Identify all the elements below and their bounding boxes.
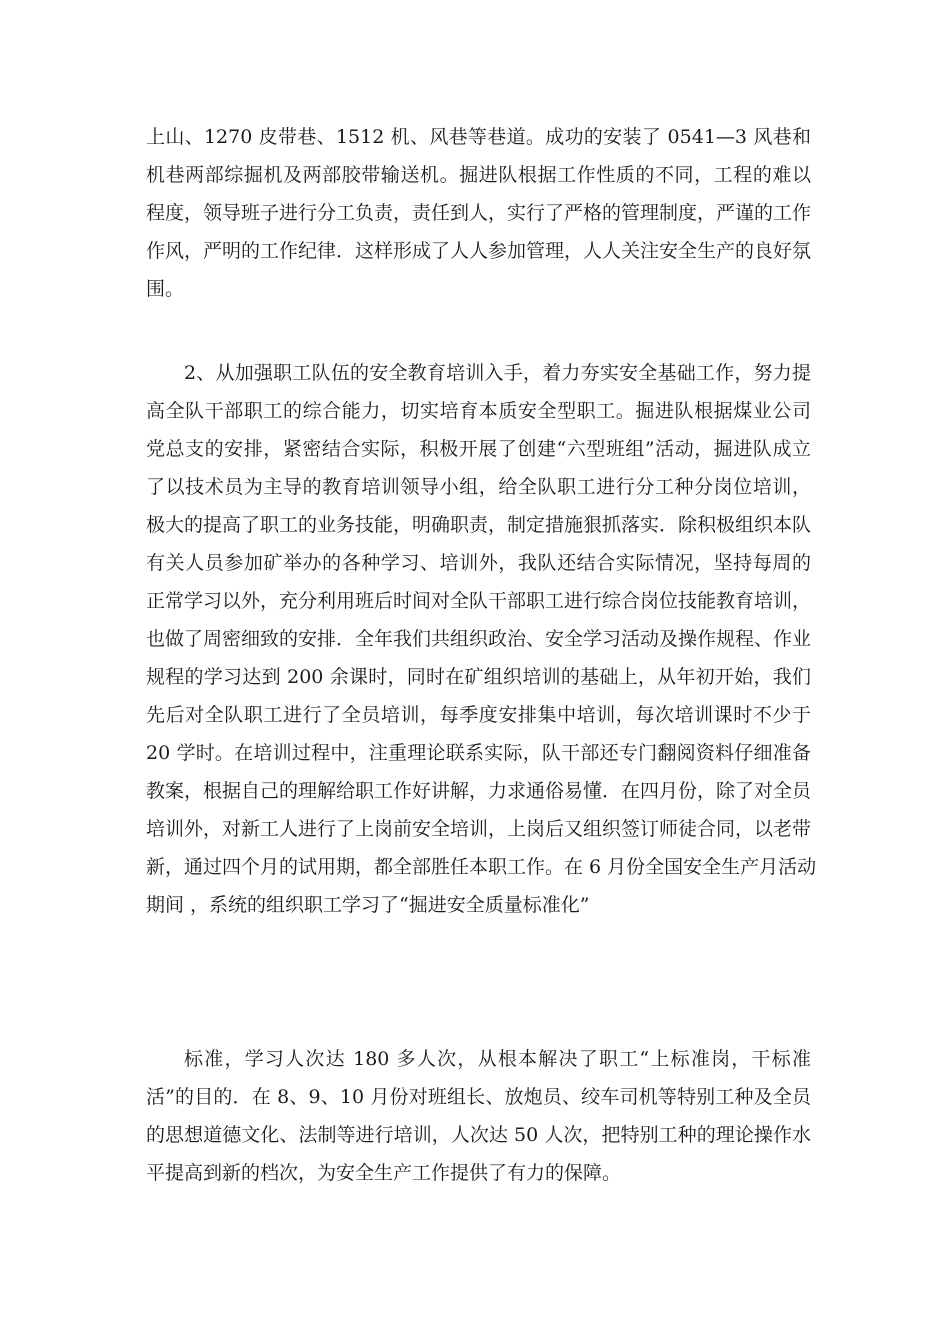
text-line: 党总支的安排，紧密结合实际，积极开展了创建“六型班组”活动，掘进队成立 <box>146 438 811 460</box>
text-line: 培训外，对新工人进行了上岗前安全培训，上岗后又组织签订师徒合同，以老带 <box>146 818 812 840</box>
text-line: 先后对全队职工进行了全员培训，每季度安排集中培训，每次培训课时不少于 <box>146 704 811 726</box>
text-line: 也做了周密细致的安排．全年我们共组织政治、安全学习活动及操作规程、作业 <box>146 628 812 650</box>
paragraph-2 <box>146 354 817 924</box>
text-line: 机巷两部综掘机及两部胶带输送机。掘进队根据工作性质的不同，工程的难以 <box>146 164 811 186</box>
text-line: 了以技术员为主导的教育培训领导小组，给全队职工进行分工种分岗位培训， <box>146 476 811 498</box>
paragraph-1 <box>146 118 811 308</box>
text-line: 的思想道德文化、法制等进行培训，人次达 50 人次，把特别工种的理论操作水 <box>146 1124 811 1146</box>
text-line: 活”的目的．在 8、9、10 月份对班组长、放炮员、绞车司机等特别工种及全员 <box>146 1086 811 1108</box>
text-line: 高全队干部职工的综合能力，切实培育本质安全型职工。掘进队根据煤业公司 <box>146 400 811 422</box>
text-line: 新，通过四个月的试用期，都全部胜任本职工作。在 6 月份全国安全生产月活动 <box>146 856 817 878</box>
text-line: 有关人员参加矿举办的各种学习、培训外，我队还结合实际情况，坚持每周的 <box>146 552 811 574</box>
text-line: 平提高到新的档次，为安全生产工作提供了有力的保障。 <box>146 1162 622 1184</box>
text-line: 教案，根据自己的理解给职工作好讲解，力求通俗易懂．在四月份，除了对全员 <box>146 780 812 802</box>
text-line: 极大的提高了职工的业务技能，明确职责，制定措施狠抓落实．除积极组织本队 <box>146 514 812 536</box>
text-line: 作风，严明的工作纪律．这样形成了人人参加管理，人人关注安全生产的良好氛 <box>146 240 812 262</box>
text-line: 20 学时。在培训过程中，注重理论联系实际，队干部还专门翻阅资料仔细准备 <box>146 742 811 764</box>
text-line: 规程的学习达到 200 余课时，同时在矿组织培训的基础上，从年初开始，我们 <box>146 666 811 688</box>
text-line: 围。 <box>146 278 185 300</box>
text-line: 程度，领导班子进行分工负责，责任到人，实行了严格的管理制度，严谨的工作 <box>146 202 812 224</box>
text-line: 上山、1270 皮带巷、1512 机、风巷等巷道。成功的安装了 0541—3 风巷和 <box>146 126 811 148</box>
text-line: 期间 ，系统的组织职工学习了“掘进安全质量标准化” <box>146 894 590 916</box>
text-line: 标准，学习人次达 180 多人次，从根本解决了职工“上标准岗，干标准 <box>184 1048 811 1070</box>
text-line: 2、从加强职工队伍的安全教育培训入手，着力夯实安全基础工作，努力提 <box>184 362 811 384</box>
paragraph-3 <box>146 1040 811 1192</box>
text-line: 正常学习以外，充分利用班后时间对全队干部职工进行综合岗位技能教育培训， <box>146 590 812 612</box>
